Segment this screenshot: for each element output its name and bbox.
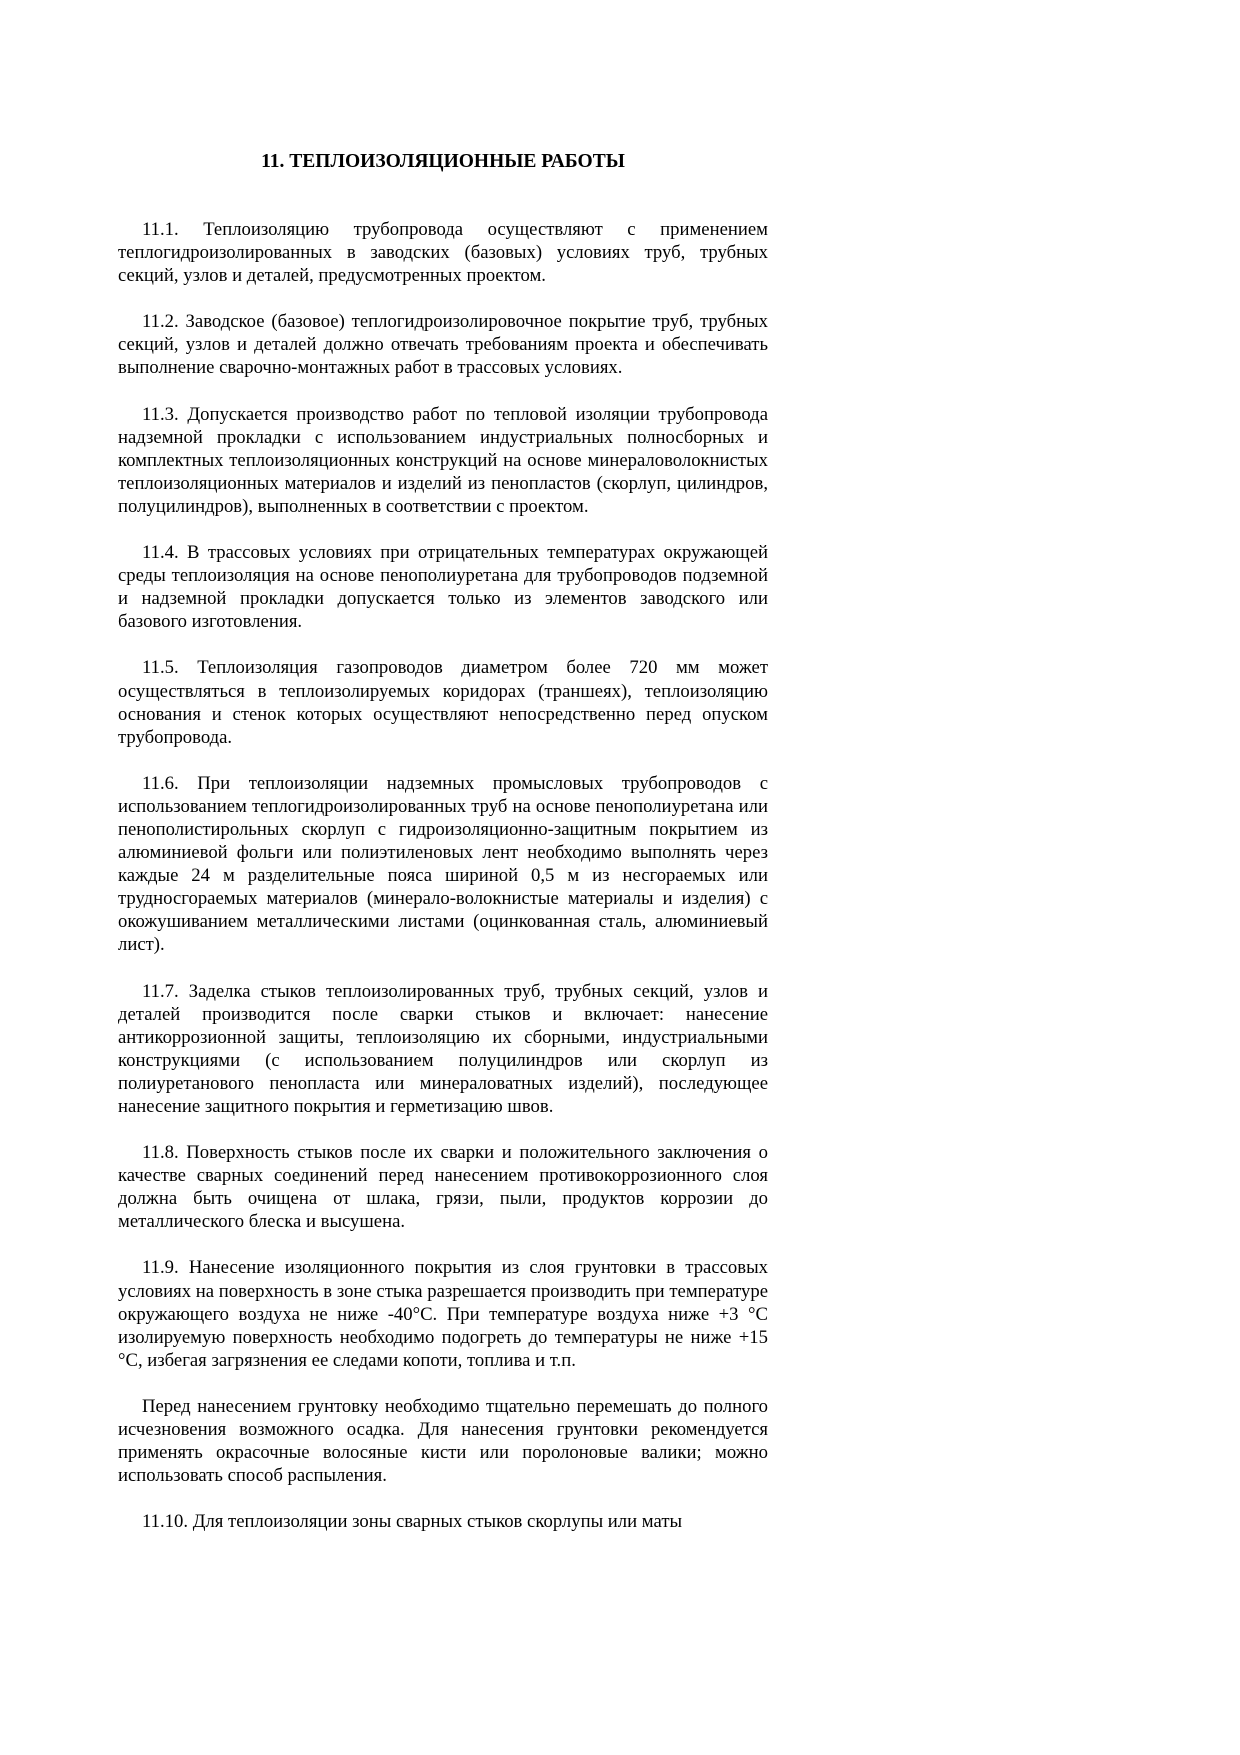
paragraph-11-8: 11.8. Поверхность стыков после их сварки и положительного заключения о качестве сварных соединений перед нанесением противокоррозионного слоя должна быть очищена от шлака, грязи, пыли, продуктов коррозии до металлического блеска и высушена.	[118, 1142, 768, 1233]
section-heading: 11. ТЕПЛОИЗОЛЯЦИОННЫЕ РАБОТЫ	[261, 151, 625, 172]
paragraph-11-1: 11.1. Теплоизоляцию трубопровода осуществляют с применением теплогидроизолированных в заводских (базовых) условиях труб, трубных секций, узлов и деталей, предусмотренных проектом.	[118, 219, 768, 287]
paragraph-11-6: 11.6. При теплоизоляции надземных промысловых трубопроводов с использованием теплогидроизолированных труб на основе пенополиуретана или пенополистирольных скорлуп с гидроизоляционно-защитным покрытием из алюминиевой фольги или полиэтиленовых лент необходимо выполнять через каждые 24 м разделительные пояса шириной 0,5 м из несгораемых или трудносгораемых материалов (минерало-волокнистые материалы и изделия) с окожушиванием металлическими листами (оцинкованная сталь, алюминиевый лист).	[118, 772, 768, 956]
document-body	[118, 218, 768, 1556]
paragraph-11-10: 11.10. Для теплоизоляции зоны сварных стыков скорлупы или маты	[142, 1511, 683, 1533]
paragraph-11-9: 11.9. Нанесение изоляционного покрытия из слоя грунтовки в трассовых условиях на поверхность в зоне стыка разрешается производить при температуре окружающего воздуха не ниже -40°С. При температуре воздуха ниже +3 °С изолируемую поверхность необходимо подогреть до температуры не ниже +15 °С, избегая загрязнения ее следами копоти, топлива и т.п.	[118, 1257, 768, 1371]
paragraph-primer-note: Перед нанесением грунтовку необходимо тщательно перемешать до полного исчезновения возможного осадка. Для нанесения грунтовки рекомендуется применять окрасочные волосяные кисти или поролоновые валики; можно использовать способ распыления.	[118, 1395, 768, 1487]
paragraph-11-3: 11.3. Допускается производство работ по тепловой изоляции трубопровода надземной прокладки с использованием индустриальных полносборных и комплектных теплоизоляционных конструкций на основе минераловолокнистых теплоизоляционных материалов и изделий из пенопластов (скорлуп, цилиндров, полуцилиндров), выполненных в соответствии с проектом.	[118, 403, 768, 517]
paragraph-11-7: 11.7. Заделка стыков теплоизолированных труб, трубных секций, узлов и деталей производится после сварки стыков и включает: нанесение антикоррозионной защиты, теплоизоляцию их сборными, индустриальными конструкциями (с использованием полуцилиндров или скорлуп из полиуретанового пенопласта или минераловатных изделий), последующее нанесение защитного покрытия и герметизацию швов.	[118, 980, 768, 1117]
paragraph-11-5: 11.5. Теплоизоляция газопроводов диаметром более 720 мм может осуществляться в теплоизолируемых коридорах (траншеях), теплоизоляцию основания и стенок которых осуществляют непосредственно перед опуском трубопровода.	[118, 657, 768, 748]
paragraph-11-4: 11.4. В трассовых условиях при отрицательных температурах окружающей среды теплоизоляция на основе пенополиуретана для трубопроводов подземной и надземной прокладки допускается только из элементов заводского или базового изготовления.	[118, 542, 768, 633]
paragraph-11-2: 11.2. Заводское (базовое) теплогидроизолировочное покрытие труб, трубных секций, узлов и деталей должно отвечать требованиям проекта и обеспечивать выполнение сварочно-монтажных работ в трассовых условиях.	[118, 311, 768, 379]
